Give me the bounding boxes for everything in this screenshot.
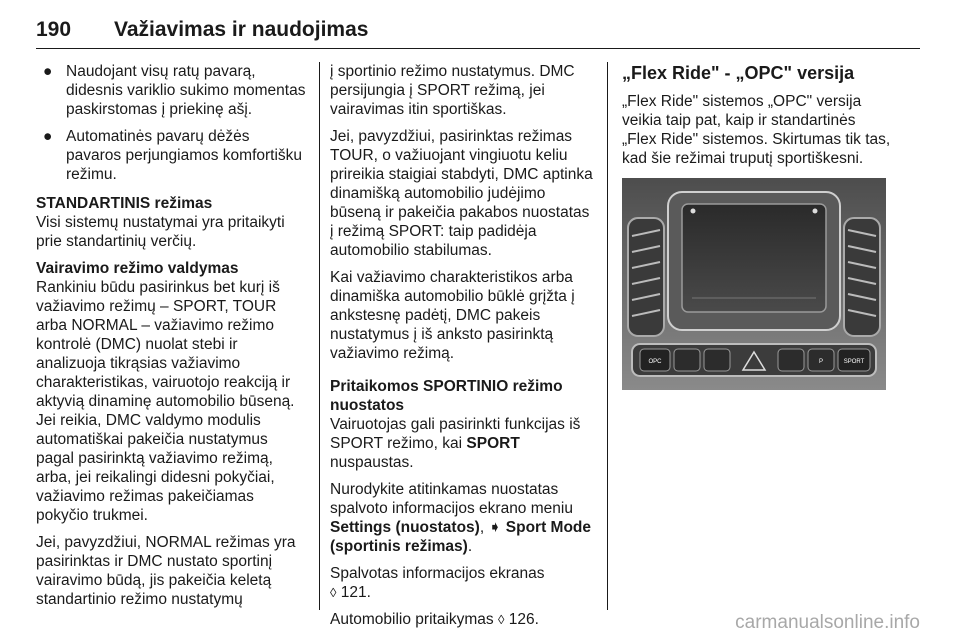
standard-mode-heading: STANDARTINIS režimas: [36, 195, 213, 212]
section-heading: „Flex Ride" - „OPC" versija: [622, 63, 855, 83]
park-assist-button-label: P: [818, 359, 824, 365]
paragraph: į sportinio režimo nustatymus. DMC persijungia į SPORT režimą, jei vairavimas itin sportiškas.: [330, 63, 575, 118]
page-reference-icon: ◊: [330, 585, 337, 600]
settings-paragraph: [330, 480, 594, 556]
sport-button-label: SPORT: [843, 359, 865, 365]
opc-button-label: OPC: [648, 359, 662, 365]
bullet-list: [36, 62, 308, 184]
bullet-text: Naudojant visų ratų pavarą, didesnis variklio sukimo momentas paskirstomas į priekinę ašį.: [66, 63, 306, 118]
cross-reference-text: Automobilio pritaikymas: [330, 611, 494, 628]
cross-reference-page: 121.: [340, 584, 371, 601]
header-rule: [36, 48, 920, 49]
list-item: [36, 62, 308, 119]
personal-sport-heading: Pritaikomos SPORTINIO režimo nuostatos: [330, 378, 563, 414]
cross-reference-text: Spalvotas informacijos ekranas: [330, 565, 545, 582]
dashboard-illustration: [622, 178, 886, 390]
drive-mode-paragraph: [36, 259, 308, 525]
bullet-text: Automatinės pavarų dėžės pavaros perjungiamos komfortišku režimu.: [66, 128, 303, 183]
settings-separator: ,: [479, 519, 489, 536]
cross-reference-page: 126.: [508, 611, 539, 628]
dashboard-drawing: [622, 178, 886, 390]
paragraph: Kai važiavimo charakteristikos arba dinamiška automobilio būklė grįžta į ankstesnę padėtį, DMC pakeis nustatymus į iš anksto pasirinktą važiavimo režimą.: [330, 269, 575, 362]
sport-mode-menu-label: Sport Mode (sportinis režimas): [330, 519, 592, 555]
cross-reference: [330, 610, 594, 629]
switch-panel: [632, 344, 876, 376]
page-reference-icon: ◊: [498, 612, 505, 627]
standard-mode-paragraph: [36, 194, 308, 251]
right-air-vent: [844, 218, 880, 336]
bullet-icon: ●: [43, 128, 53, 145]
cross-reference: [330, 564, 594, 602]
sport-keyword: SPORT: [466, 435, 520, 452]
watermark: carmanualsonline.info: [735, 612, 920, 633]
personal-sport-text: Vairuotojas gali pasirinkti funkcijas iš SPORT režimo, kai: [330, 416, 581, 452]
left-air-vent: [628, 218, 664, 336]
page-number: 190: [36, 18, 72, 41]
column-divider: [319, 62, 320, 610]
settings-text: Nurodykite atitinkamas nuostatas spalvoto informacijos ekrano meniu: [330, 481, 573, 517]
column-3: [622, 62, 894, 390]
page-header: [36, 18, 920, 50]
column-divider: [607, 62, 608, 610]
column-2: [330, 62, 594, 637]
drive-mode-heading: Vairavimo režimo valdymas: [36, 260, 239, 277]
drive-mode-text: Rankiniu būdu pasirinkus bet kurį iš važiavimo režimų – SPORT, TOUR arba NORMAL – važiavimo režimo kontrolė (DMC) nuolat stebi ir analizuoja tikrąsias važiavimo charakteristikas, vairuotojo reakciją ir aktyvią dinaminę automobilio būseną. Jei reikia, DMC valdymo modulis automatiškai pakeičia nustatymus pagal pasirinktą važiavimo režimą, arba, jei reikalingi didesni pokyčiai, važiavimo režimas pakeičiamas pokyčio trukmei.: [36, 279, 295, 524]
standard-mode-text: Visi sistemų nustatymai yra pritaikyti prie standartinių verčių.: [36, 214, 285, 250]
personal-sport-paragraph: [330, 377, 594, 472]
paragraph: Jei, pavyzdžiui, pasirinktas režimas TOUR, o važiuojant vingiuotu keliu prireikia staigiai stabdyti, DMC aptinka dinamišką automobilio judėjimo būseną ir pakeičia pakabos nuostatas į režimą SPORT: taip padidėja automobilio stabilumas.: [330, 128, 593, 259]
personal-sport-text-end: nuspaustas.: [330, 454, 414, 471]
info-display: [668, 192, 840, 330]
settings-text-end: .: [467, 538, 473, 555]
chapter-title: Važiavimas ir naudojimas: [114, 18, 369, 41]
settings-menu-label: Settings (nuostatos): [330, 519, 480, 536]
column-1: [36, 62, 308, 617]
example-paragraph: Jei, pavyzdžiui, NORMAL režimas yra pasirinktas ir DMC nustato sportinį vairavimo būdą, jis pakeičia keletą standartinio režimo nustatymų: [36, 534, 296, 608]
bullet-icon: ●: [43, 63, 53, 80]
menu-arrow-icon: ➧: [488, 519, 502, 536]
list-item: [36, 127, 308, 184]
paragraph: „Flex Ride" sistemos „OPC" versija veikia taip pat, kaip ir standartinės „Flex Ride" sistemos. Skirtumas tik tas, kad šie režimai truputį sportiškesni.: [622, 93, 891, 167]
